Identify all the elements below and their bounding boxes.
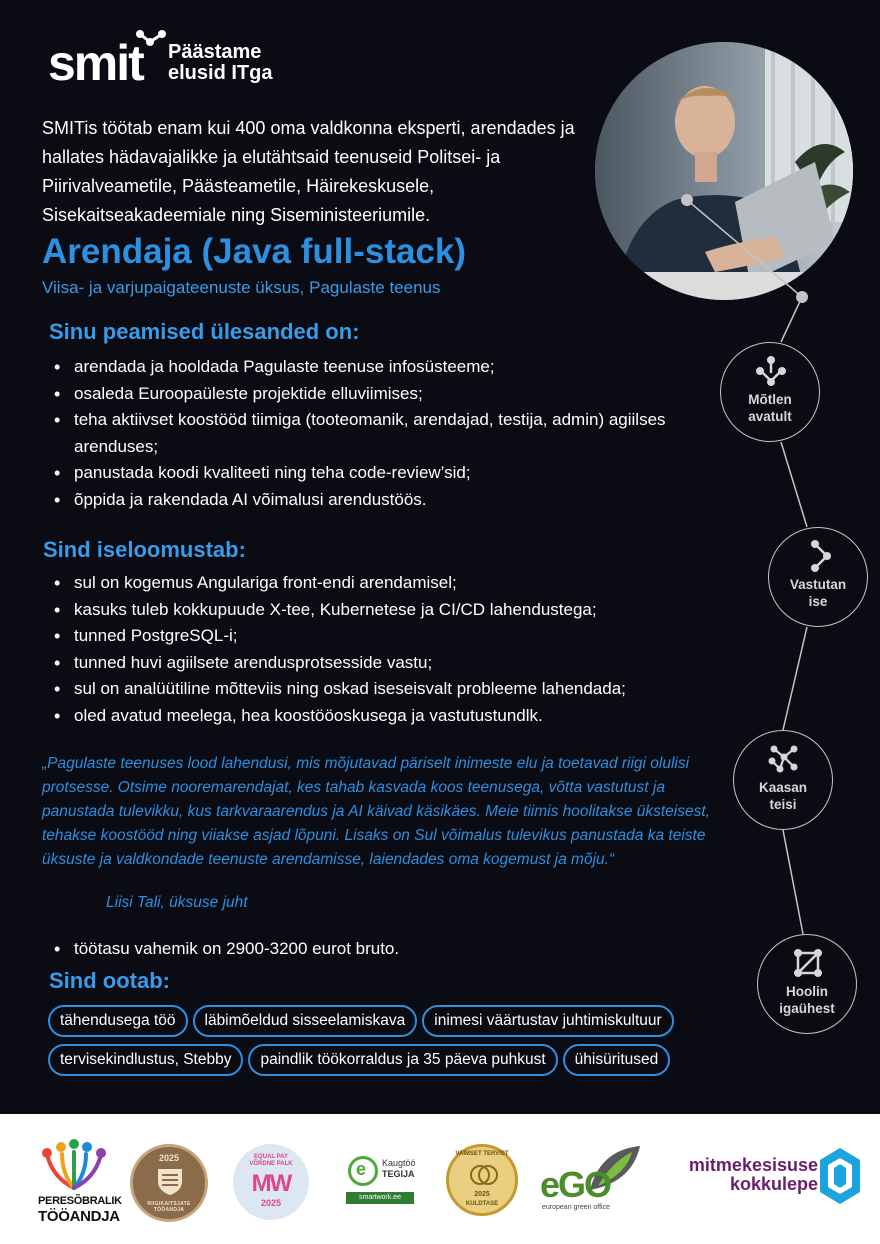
- list-item: • kasuks tuleb kokkupuude X-tee, Kubernetese ja CI/CD lahendustega;: [52, 597, 702, 624]
- list-item: • teha aktiivset koostööd tiimiga (tooteomanik, arendajad, testija, admin) agiilses arenduses;: [52, 407, 702, 460]
- logo-tagline: [168, 42, 272, 84]
- pill-row: [48, 1044, 708, 1076]
- value-label-line: ise: [808, 594, 828, 609]
- cluster-icon: [766, 741, 802, 777]
- kaugtoo-e-letter: e: [356, 1159, 367, 1179]
- offer-pill: inimesi väärtustav juhtimiskultuur: [422, 1005, 673, 1037]
- smit-logo: [46, 28, 306, 90]
- seal-year: 2025: [158, 1153, 180, 1163]
- value-hoolin-igauhest: [757, 934, 857, 1034]
- network-icon: [753, 353, 789, 389]
- value-label: [758, 983, 856, 1017]
- offer-pill: tähendusega töö: [48, 1005, 188, 1037]
- offer-pill: ühisüritused: [563, 1044, 671, 1076]
- developer-photo-illustration: [595, 42, 853, 300]
- value-label-line: Hoolin: [786, 984, 828, 999]
- kaugtoo-url: smartwork.ee: [346, 1192, 414, 1204]
- equal-pay-line: VÕRDNE PALK: [249, 1161, 293, 1167]
- intro-text: SMITis töötab enam kui 400 oma valdkonna eksperti, arendades ja hallates hädavajalikke ja elutähtsaid teenuseid Politsei- ja Piirivalveametile, Päästeametile, Häirekeskusele, Sisekaitseakadeemiale ning Siseministeeriumile.: [42, 118, 575, 225]
- vaimset-top: VAIMSET TERVIST: [455, 1151, 509, 1157]
- quote-author: Liisi Tali, üksuse juht: [106, 894, 248, 911]
- offer-pill: tervisekindlustus, Stebby: [48, 1044, 243, 1076]
- mitmekesisuse-logo: [668, 1156, 868, 1206]
- developer-photo: [595, 42, 853, 300]
- mitmekesisuse-line: kokkulepe: [729, 1174, 818, 1194]
- equal-pay-top: [233, 1154, 309, 1168]
- logo-tagline-line: Päästame: [168, 41, 262, 63]
- salary-item: • töötasu vahemik on 2900-3200 eurot bruto.: [52, 936, 652, 963]
- tasks-list: [52, 354, 702, 513]
- peresobralik-logo: [38, 1138, 122, 1228]
- value-kaasan-teisi: [733, 730, 833, 830]
- value-label-line: Vastutan: [789, 577, 847, 592]
- value-label: [734, 779, 832, 813]
- list-item: • sul on analüütiline mõtteviis ning oskad iseseisvalt probleeme lahendada;: [52, 676, 702, 703]
- value-label-line: Kaasan: [758, 780, 808, 795]
- equal-pay-year: 2025: [260, 1198, 282, 1208]
- value-label-line: teisi: [769, 797, 797, 812]
- vaimset-level: KULDTASE: [465, 1201, 499, 1207]
- list-item: • tunned huvi agiilsete arendusprotsesside vastu;: [52, 650, 702, 677]
- ego-logo: [540, 1144, 650, 1214]
- list-item: • oled avatud meelega, hea koostööoskusega ja vastutustundlk.: [52, 703, 702, 730]
- heads-icon: [469, 1161, 499, 1191]
- riigikaitsjate-seal: [130, 1144, 208, 1222]
- offer-heading: Sind ootab:: [49, 968, 170, 993]
- value-label-line: avatult: [748, 409, 792, 424]
- hexagon-icon: [818, 1146, 862, 1206]
- offer-pill: paindlik töökorraldus ja 35 päeva puhkust: [248, 1044, 557, 1076]
- seal-text: RIIGIKAITSJATE TÖÖANDJA: [147, 1201, 191, 1213]
- manager-quote: „Pagulaste teenuses lood lahendusi, mis mõjutavad päriselt inimeste elu ja toetavad riigi olulisi protsesse. Otsime nooremarendajat, kes tahab kasvada koos teenusega, võtta vastutust ja panustada tulevikku, kus tarkvaraarendus ja AI käivad käsikäes. Meie tiimis hoolitakse üksteisest, tehakse koostööd ning viiakse asjad lõpuni. Lisaks on Sul võimalus tulevikus panustada ka teiste üksuste ja valdkondade teenuste arendamisse, laiendades oma kogemust ja mõju.“: [42, 755, 710, 868]
- profile-list: [52, 570, 702, 729]
- list-item: • osaleda Euroopaüleste projektide elluviimises;: [52, 381, 702, 408]
- peresobralik-line: TÖÖANDJA: [38, 1208, 120, 1225]
- list-item: • sul on kogemus Angulariga front-endi arendamisel;: [52, 570, 702, 597]
- value-vastutan-ise: [768, 527, 868, 627]
- value-label-line: igaühest: [779, 1001, 835, 1016]
- people-icon: [38, 1138, 110, 1190]
- mitmekesisuse-line: mitmekesisuse: [688, 1155, 818, 1175]
- vaimset-year: 2025: [474, 1191, 490, 1198]
- logo-wordmark: smit: [48, 35, 143, 91]
- equal-pay-mark: MW: [251, 1170, 291, 1197]
- list-item: • õppida ja rakendada AI võimalusi arendustöös.: [52, 487, 702, 514]
- peresobralik-line: PERESÕBRALIK: [38, 1195, 122, 1207]
- kaugtoo-line: Kaugtöö: [382, 1158, 416, 1168]
- peresobralik-text: [38, 1195, 122, 1226]
- profile-heading: Sind iseloomustab:: [43, 537, 246, 562]
- value-motlen-avatult: [720, 342, 820, 442]
- ego-sub: european green office: [542, 1204, 610, 1211]
- list-item: • tunned PostgreSQL-i;: [52, 623, 702, 650]
- kaugtoo-line: TEGIJA: [382, 1169, 415, 1179]
- job-title: Arendaja (Java full-stack): [42, 232, 467, 271]
- value-label: [769, 576, 867, 610]
- tasks-heading: Sinu peamised ülesanded on:: [49, 319, 360, 344]
- square-nodes-icon: [790, 945, 826, 981]
- equal-pay-badge: [233, 1144, 309, 1220]
- job-unit: Viisa- ja varjupaigateenuste üksus, Pagulaste teenus: [42, 278, 441, 297]
- offer-pill: läbimõeldud sisseelamiskava: [193, 1005, 418, 1037]
- list-item: • arendada ja hooldada Pagulaste teenuse infosüsteeme;: [52, 354, 702, 381]
- pill-row: [48, 1005, 708, 1037]
- list-item: • panustada koodi kvaliteeti ning teha code-review’sid;: [52, 460, 702, 487]
- value-label: [721, 391, 819, 425]
- logo-tagline-line: elusid ITga: [168, 62, 273, 84]
- footer-logos: [0, 1114, 880, 1244]
- salary-list: [52, 936, 652, 963]
- branch-icon: [801, 538, 837, 574]
- mitmekesisuse-text: [689, 1156, 818, 1194]
- value-label-line: Mõtlen: [748, 392, 792, 407]
- vaimset-tervist-badge: [446, 1144, 518, 1216]
- offer-pills: [48, 1005, 708, 1083]
- ego-word: eGO: [540, 1164, 611, 1205]
- equal-pay-line: EQUAL PAY: [254, 1154, 288, 1160]
- kaugtoo-text: [382, 1158, 416, 1180]
- crest-icon: [156, 1167, 184, 1197]
- kaugtoo-logo: [342, 1154, 418, 1210]
